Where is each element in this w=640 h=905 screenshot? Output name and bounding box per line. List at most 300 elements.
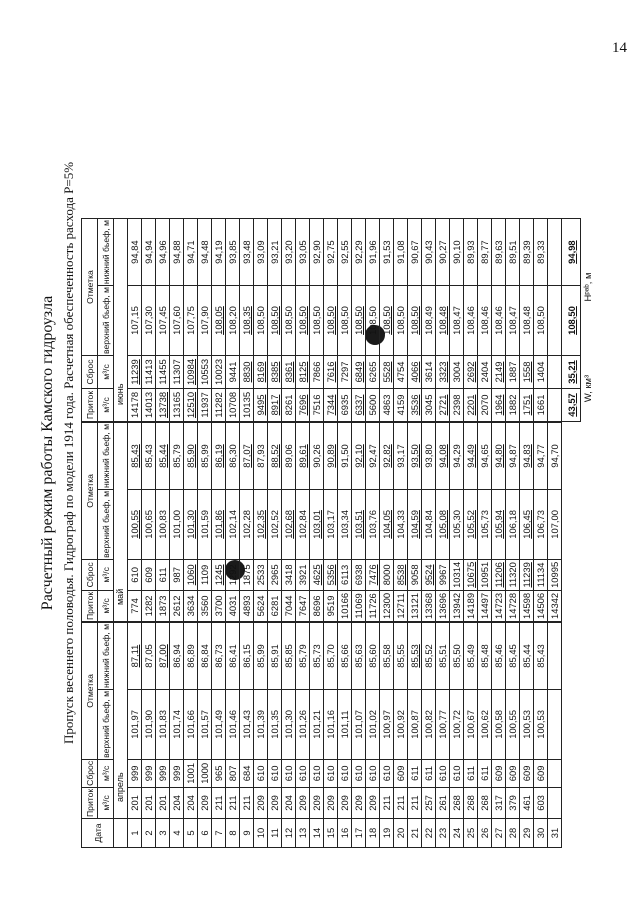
lower-level-cell: 90,43 xyxy=(422,219,436,286)
date-cell: 31 xyxy=(548,819,562,848)
discharge-cell: 10984 xyxy=(184,355,198,388)
table-row xyxy=(324,422,338,621)
lower-level-cell: 90,10 xyxy=(450,219,464,286)
discharge-cell: 610 xyxy=(310,759,324,787)
discharge-cell: 610 xyxy=(324,759,338,787)
upper-level-cell: 108,35 xyxy=(240,286,254,356)
table-row xyxy=(548,422,562,621)
table-row xyxy=(408,422,422,621)
upper-level-cell: 101,00 xyxy=(170,489,184,559)
table-row xyxy=(436,219,450,422)
inflow-cell: 3700 xyxy=(212,590,226,621)
upper-level-cell: 101,90 xyxy=(142,689,156,759)
table-row xyxy=(324,623,338,848)
inflow-cell: 3634 xyxy=(184,590,198,621)
date-cell: 19 xyxy=(380,819,394,848)
upper-level-cell: 106,45 xyxy=(520,489,534,559)
lower-level-cell: 89,77 xyxy=(478,219,492,286)
table-row xyxy=(198,623,212,848)
lower-level-cell: 93,21 xyxy=(268,219,282,286)
inflow-cell: 2612 xyxy=(170,590,184,621)
upper-level-cell: 108,50 xyxy=(352,286,366,356)
date-cell: 20 xyxy=(394,819,408,848)
table-row xyxy=(478,219,492,422)
discharge-cell: 807 xyxy=(226,759,240,787)
upper-level-cell: 101,30 xyxy=(282,689,296,759)
table-row xyxy=(394,219,408,422)
table-row xyxy=(310,219,324,422)
date-cell: 9 xyxy=(240,819,254,848)
inflow-cell: 2201 xyxy=(464,388,478,421)
inflow-cell: 5624 xyxy=(254,590,268,621)
summary-row xyxy=(562,219,581,422)
inflow-cell: 379 xyxy=(506,787,520,818)
discharge-cell: 610 xyxy=(282,759,296,787)
discharge-cell: 8538 xyxy=(394,559,408,590)
table-row xyxy=(170,422,184,621)
upper-level-cell: 103,76 xyxy=(366,489,380,559)
upper-level-cell: 104,59 xyxy=(408,489,422,559)
discharge-cell: 609 xyxy=(506,759,520,787)
table-row xyxy=(534,623,548,848)
table-row xyxy=(366,623,380,848)
table-row xyxy=(520,623,534,848)
inflow-cell: 10166 xyxy=(338,590,352,621)
table-row xyxy=(254,219,268,422)
may-table xyxy=(81,422,580,622)
table-row xyxy=(394,422,408,621)
date-cell: 2 xyxy=(142,819,156,848)
upper-level-cell: 101,43 xyxy=(240,689,254,759)
discharge-cell: 611 xyxy=(478,759,492,787)
upper-level-cell: 105,94 xyxy=(492,489,506,559)
lower-level-cell: 92,55 xyxy=(338,219,352,286)
lower-level-cell: 94,48 xyxy=(198,219,212,286)
inflow-cell: 3536 xyxy=(408,388,422,421)
discharge-cell: 609 xyxy=(534,759,548,787)
discharge-cell: 3418 xyxy=(282,559,296,590)
inflow-cell: 11282 xyxy=(212,388,226,421)
lower-level-cell: 86,84 xyxy=(198,623,212,690)
lower-level-cell: 86,15 xyxy=(240,623,254,690)
table-row xyxy=(548,623,562,848)
discharge-cell: 999 xyxy=(142,759,156,787)
discharge-cell: 610 xyxy=(128,559,142,590)
unit-header: м³/с xyxy=(98,590,114,621)
lower-level-cell: 90,27 xyxy=(436,219,450,286)
upper-level-cell: 108,50 xyxy=(324,286,338,356)
date-cell: 5 xyxy=(184,819,198,848)
table-row xyxy=(422,623,436,848)
lower-level-cell: 86,89 xyxy=(184,623,198,690)
table-row xyxy=(408,219,422,422)
upper-level-cell: 108,50 xyxy=(366,286,380,356)
inflow-cell: 211 xyxy=(226,787,240,818)
table-row xyxy=(282,219,296,422)
upper-level-cell: 105,30 xyxy=(450,489,464,559)
discharge-cell: 11134 xyxy=(534,559,548,590)
table-row xyxy=(352,422,366,621)
date-cell: 13 xyxy=(296,819,310,848)
inflow-cell: 268 xyxy=(464,787,478,818)
lower-level-cell: 90,89 xyxy=(324,422,338,489)
upper-level-cell: 102,28 xyxy=(240,489,254,559)
lower-level-cell: 92,75 xyxy=(324,219,338,286)
table-row xyxy=(422,219,436,422)
lower-level-cell: 85,43 xyxy=(534,623,548,690)
date-cell: 15 xyxy=(324,819,338,848)
inflow-header: Приток xyxy=(82,388,98,421)
empty-cell xyxy=(562,759,581,787)
inflow-cell: 201 xyxy=(142,787,156,818)
lower-level-cell xyxy=(548,623,562,690)
upper-level-cell: 107,75 xyxy=(184,286,198,356)
lower-level-cell: 85,46 xyxy=(492,623,506,690)
upper-level-cell: 100,55 xyxy=(506,689,520,759)
lower-level-cell: 92,29 xyxy=(352,219,366,286)
table-row xyxy=(380,422,394,621)
upper-level-cell: 101,49 xyxy=(212,689,226,759)
upper-level-cell: 107,90 xyxy=(198,286,212,356)
upper-level-cell: 101,86 xyxy=(212,489,226,559)
date-cell: 23 xyxy=(436,819,450,848)
discharge-cell: 987 xyxy=(170,559,184,590)
inflow-cell: 13121 xyxy=(408,590,422,621)
upper-level-cell: 101,16 xyxy=(324,689,338,759)
lower-level-cell: 86,94 xyxy=(170,623,184,690)
inflow-cell: 268 xyxy=(450,787,464,818)
inflow-cell: 5600 xyxy=(366,388,380,421)
inflow-cell: 14723 xyxy=(492,590,506,621)
date-cell: 6 xyxy=(198,819,212,848)
upper-level-cell: 100,65 xyxy=(142,489,156,559)
inflow-cell: 209 xyxy=(268,787,282,818)
table-row xyxy=(450,422,464,621)
discharge-cell xyxy=(548,355,562,388)
volume-label: W, км³ xyxy=(582,374,593,403)
upper-level-cell: 104,84 xyxy=(422,489,436,559)
table-row xyxy=(156,422,170,621)
lower-level-cell: 91,08 xyxy=(394,219,408,286)
upper-level-cell: 101,11 xyxy=(338,689,352,759)
discharge-cell: 611 xyxy=(156,559,170,590)
inflow-cell: 268 xyxy=(478,787,492,818)
rotated-document xyxy=(37,58,593,848)
discharge-cell: 3614 xyxy=(422,355,436,388)
lower-pool-header: нижний бьеф, м xyxy=(98,623,114,690)
upper-level-cell: 102,68 xyxy=(282,489,296,559)
date-cell: 12 xyxy=(282,819,296,848)
table-row xyxy=(142,623,156,848)
date-cell: 22 xyxy=(422,819,436,848)
inflow-cell: 261 xyxy=(436,787,450,818)
date-cell: 29 xyxy=(520,819,534,848)
inflow-cell: 14506 xyxy=(534,590,548,621)
lower-level-cell: 94,19 xyxy=(212,219,226,286)
inflow-cell: 209 xyxy=(254,787,268,818)
discharge-cell xyxy=(548,759,562,787)
discharge-cell: 999 xyxy=(156,759,170,787)
discharge-cell: 11239 xyxy=(128,355,142,388)
upper-level-cell: 101,30 xyxy=(184,489,198,559)
table-row xyxy=(492,422,506,621)
table-row xyxy=(170,623,184,848)
lower-level-cell: 85,48 xyxy=(478,623,492,690)
discharge-header: Сброс xyxy=(82,759,98,787)
empty-cell xyxy=(562,787,581,818)
lower-level-cell: 85,60 xyxy=(366,623,380,690)
discharge-cell: 3004 xyxy=(450,355,464,388)
discharge-cell: 1404 xyxy=(534,355,548,388)
upper-level-cell: 103,17 xyxy=(324,489,338,559)
lower-level-cell: 86,41 xyxy=(226,623,240,690)
month-label: июнь xyxy=(114,219,128,422)
table-row xyxy=(212,422,226,621)
lower-level-cell: 85,43 xyxy=(142,422,156,489)
discharge-cell: 4066 xyxy=(408,355,422,388)
inflow-cell: 4863 xyxy=(380,388,394,421)
discharge-cell: 611 xyxy=(464,759,478,787)
inflow-cell: 201 xyxy=(156,787,170,818)
discharge-cell: 7866 xyxy=(310,355,324,388)
date-cell: 8 xyxy=(226,819,240,848)
discharge-cell: 11307 xyxy=(170,355,184,388)
lower-level-cell: 94,65 xyxy=(478,422,492,489)
lower-level-cell: 94,94 xyxy=(142,219,156,286)
discharge-cell: 610 xyxy=(352,759,366,787)
inflow-cell: 11069 xyxy=(352,590,366,621)
lower-level-cell: 85,53 xyxy=(408,623,422,690)
table-row xyxy=(254,422,268,621)
inflow-cell: 209 xyxy=(352,787,366,818)
empty-cell xyxy=(562,422,581,489)
date-cell: 14 xyxy=(310,819,324,848)
table-row xyxy=(338,623,352,848)
upper-level-cell: 103,34 xyxy=(338,489,352,559)
inflow-cell: 2398 xyxy=(450,388,464,421)
table-row xyxy=(212,623,226,848)
lower-level-cell: 94,83 xyxy=(520,422,534,489)
table-row xyxy=(352,219,366,422)
discharge-cell: 10023 xyxy=(212,355,226,388)
table-row xyxy=(184,623,198,848)
upper-level-cell: 101,66 xyxy=(184,689,198,759)
table-row xyxy=(240,422,254,621)
lower-level-cell: 87,05 xyxy=(142,623,156,690)
inflow-cell: 6281 xyxy=(268,590,282,621)
inflow-cell: 209 xyxy=(338,787,352,818)
upper-level-cell xyxy=(548,689,562,759)
inflow-cell: 8917 xyxy=(268,388,282,421)
lower-level-cell: 85,90 xyxy=(184,422,198,489)
discharge-cell: 1245 xyxy=(212,559,226,590)
inflow-cell: 14013 xyxy=(142,388,156,421)
unit-header: м³/с xyxy=(98,388,114,421)
discharge-cell: 609 xyxy=(520,759,534,787)
table-row xyxy=(296,623,310,848)
inflow-cell: 13738 xyxy=(156,388,170,421)
lower-level-cell: 85,50 xyxy=(450,623,464,690)
lower-level-cell: 91,50 xyxy=(338,422,352,489)
date-cell: 21 xyxy=(408,819,422,848)
upper-level-cell: 101,39 xyxy=(254,689,268,759)
upper-level-cell: 108,47 xyxy=(450,286,464,356)
lower-level-cell: 85,66 xyxy=(338,623,352,690)
upper-level-cell: 108,49 xyxy=(422,286,436,356)
table-row xyxy=(450,219,464,422)
inflow-cell: 14497 xyxy=(478,590,492,621)
inflow-cell: 7696 xyxy=(296,388,310,421)
discharge-cell: 8169 xyxy=(254,355,268,388)
table-row xyxy=(156,219,170,422)
discharge-cell: 2692 xyxy=(464,355,478,388)
upper-level-cell: 108,50 xyxy=(282,286,296,356)
upper-level-cell: 108,47 xyxy=(506,286,520,356)
june-table xyxy=(81,218,594,422)
lower-level-cell: 93,20 xyxy=(282,219,296,286)
discharge-cell: 9441 xyxy=(226,355,240,388)
discharge-cell: 9058 xyxy=(408,559,422,590)
table-row xyxy=(310,623,324,848)
upper-level-cell: 107,30 xyxy=(142,286,156,356)
discharge-cell: 2533 xyxy=(254,559,268,590)
inflow-cell: 3560 xyxy=(198,590,212,621)
upper-level-cell: 100,62 xyxy=(478,689,492,759)
date-cell: 26 xyxy=(478,819,492,848)
lower-level-cell: 85,99 xyxy=(254,623,268,690)
page-number: 14 xyxy=(612,40,627,56)
discharge-cell: 2404 xyxy=(478,355,492,388)
upper-level-cell: 102,84 xyxy=(296,489,310,559)
upper-level-cell: 108,50 xyxy=(394,286,408,356)
date-cell: 7 xyxy=(212,819,226,848)
discharge-cell: 610 xyxy=(254,759,268,787)
upper-level-cell: 107,15 xyxy=(128,286,142,356)
level-header: Отметка xyxy=(82,422,98,559)
table-row xyxy=(366,219,380,422)
table-area xyxy=(81,58,594,848)
discharge-cell: 8385 xyxy=(268,355,282,388)
inflow-header: Приток xyxy=(82,787,98,818)
upper-level-cell: 100,53 xyxy=(534,689,548,759)
table-row xyxy=(170,219,184,422)
table-row xyxy=(198,219,212,422)
lower-level-cell: 87,11 xyxy=(128,623,142,690)
lower-level-cell: 94,84 xyxy=(128,219,142,286)
inflow-cell: 14189 xyxy=(464,590,478,621)
table-row xyxy=(338,219,352,422)
table-row xyxy=(506,623,520,848)
discharge-cell: 610 xyxy=(296,759,310,787)
lower-level-cell: 94,80 xyxy=(492,422,506,489)
lower-level-cell: 85,45 xyxy=(506,623,520,690)
inflow-cell: 204 xyxy=(184,787,198,818)
unit-header: м³/с xyxy=(98,759,114,787)
lower-level-cell: 93,50 xyxy=(408,422,422,489)
upper-level-cell: 102,14 xyxy=(226,489,240,559)
lower-level-cell: 85,43 xyxy=(128,422,142,489)
lower-level-cell: 91,96 xyxy=(366,219,380,286)
upper-level-cell: 108,05 xyxy=(212,286,226,356)
lower-level-cell: 94,77 xyxy=(534,422,548,489)
table-row xyxy=(338,422,352,621)
table-row xyxy=(198,422,212,621)
lower-level-cell: 93,85 xyxy=(226,219,240,286)
lower-level-cell: 85,58 xyxy=(380,623,394,690)
upper-level-cell: 108,46 xyxy=(478,286,492,356)
table-row xyxy=(464,623,478,848)
table-row xyxy=(226,623,240,848)
discharge-header: Сброс xyxy=(82,355,98,388)
table-row xyxy=(156,623,170,848)
table-row xyxy=(296,219,310,422)
lower-level-cell: 94,08 xyxy=(436,422,450,489)
discharge-cell: 1000 xyxy=(198,759,212,787)
date-cell: 17 xyxy=(352,819,366,848)
upper-level-cell: 100,92 xyxy=(394,689,408,759)
level-header: Отметка xyxy=(82,623,98,760)
table-row xyxy=(212,219,226,422)
upper-level-cell: 108,50 xyxy=(534,286,548,356)
discharge-cell: 610 xyxy=(366,759,380,787)
lower-level-cell: 89,51 xyxy=(506,219,520,286)
inflow-cell: 7044 xyxy=(282,590,296,621)
inflow-cell: 8696 xyxy=(310,590,324,621)
discharge-cell: 1887 xyxy=(506,355,520,388)
lower-level-cell: 93,80 xyxy=(422,422,436,489)
inflow-cell: 211 xyxy=(240,787,254,818)
lower-level-cell xyxy=(548,219,562,286)
table-row xyxy=(128,219,142,422)
empty-cell xyxy=(562,489,581,559)
inflow-cell: 1751 xyxy=(520,388,534,421)
date-cell: 30 xyxy=(534,819,548,848)
inflow-cell: 211 xyxy=(380,787,394,818)
date-cell: 24 xyxy=(450,819,464,848)
inflow-cell: 14728 xyxy=(506,590,520,621)
upper-level-cell: 101,74 xyxy=(170,689,184,759)
inflow-cell: 209 xyxy=(310,787,324,818)
upper-level-cell: 101,21 xyxy=(310,689,324,759)
table-row xyxy=(492,623,506,848)
table-row xyxy=(282,422,296,621)
upper-level-cell: 100,77 xyxy=(436,689,450,759)
lower-level-cell: 87,07 xyxy=(240,422,254,489)
table-row xyxy=(506,219,520,422)
upper-level-cell: 100,53 xyxy=(520,689,534,759)
table-row xyxy=(282,623,296,848)
upper-level-cell: 108,46 xyxy=(464,286,478,356)
table-row xyxy=(128,623,142,848)
inflow-cell: 10135 xyxy=(240,388,254,421)
inflow-cell: 1882 xyxy=(506,388,520,421)
upper-level-cell: 108,50 xyxy=(268,286,282,356)
discharge-cell: 10675 xyxy=(464,559,478,590)
inflow-cell: 201 xyxy=(128,787,142,818)
table-row xyxy=(380,623,394,848)
inflow-cell: 211 xyxy=(408,787,422,818)
upper-level-cell: 103,01 xyxy=(310,489,324,559)
table-row xyxy=(394,623,408,848)
discharge-cell: 3921 xyxy=(296,559,310,590)
inflow-cell: 1661 xyxy=(534,388,548,421)
table-row xyxy=(268,422,282,621)
discharge-cell: 610 xyxy=(450,759,464,787)
discharge-volume-cell: 35,21 xyxy=(562,355,581,388)
table-row xyxy=(142,219,156,422)
upper-level-cell: 108,50 xyxy=(296,286,310,356)
discharge-cell: 1292 xyxy=(226,559,240,590)
